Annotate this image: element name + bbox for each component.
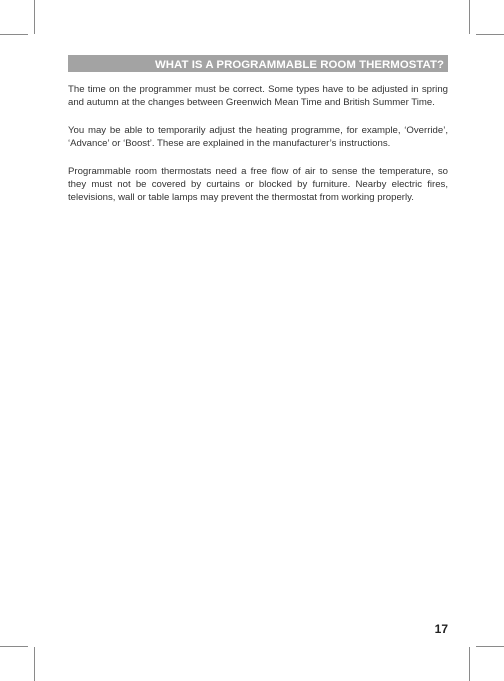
section-heading-bar xyxy=(68,55,448,72)
crop-mark-top-right-horizontal xyxy=(476,34,504,35)
paragraph-adjust-programme: You may be able to temporarily adjust the heating programme, for example, ‘Override’, ‘Advance’ or ‘Boost’. These are explained in the manufacturer’s instructions. xyxy=(68,125,448,149)
crop-mark-bottom-left-vertical xyxy=(34,647,35,681)
crop-mark-top-right-vertical xyxy=(469,0,470,34)
paragraph-programmer-time: The time on the programmer must be correct. Some types have to be adjusted in spring and autumn at the changes between Greenwich Mean Time and British Summer Time. xyxy=(68,84,448,108)
crop-mark-top-left-horizontal xyxy=(0,34,28,35)
crop-mark-bottom-right-horizontal xyxy=(476,646,504,647)
crop-mark-bottom-right-vertical xyxy=(469,647,470,681)
crop-mark-bottom-left-horizontal xyxy=(0,646,28,647)
section-heading: WHAT IS A PROGRAMMABLE ROOM THERMOSTAT? xyxy=(154,59,444,71)
page-number: 17 xyxy=(434,622,448,636)
crop-mark-top-left-vertical xyxy=(34,0,35,34)
paragraph-air-flow: Programmable room thermostats need a free flow of air to sense the temperature, so they must not be covered by curtains or blocked by furniture. Nearby electric fires, televisions, wall or table lamps may prevent the thermostat from working properly. xyxy=(68,166,448,203)
body-text xyxy=(68,83,448,219)
